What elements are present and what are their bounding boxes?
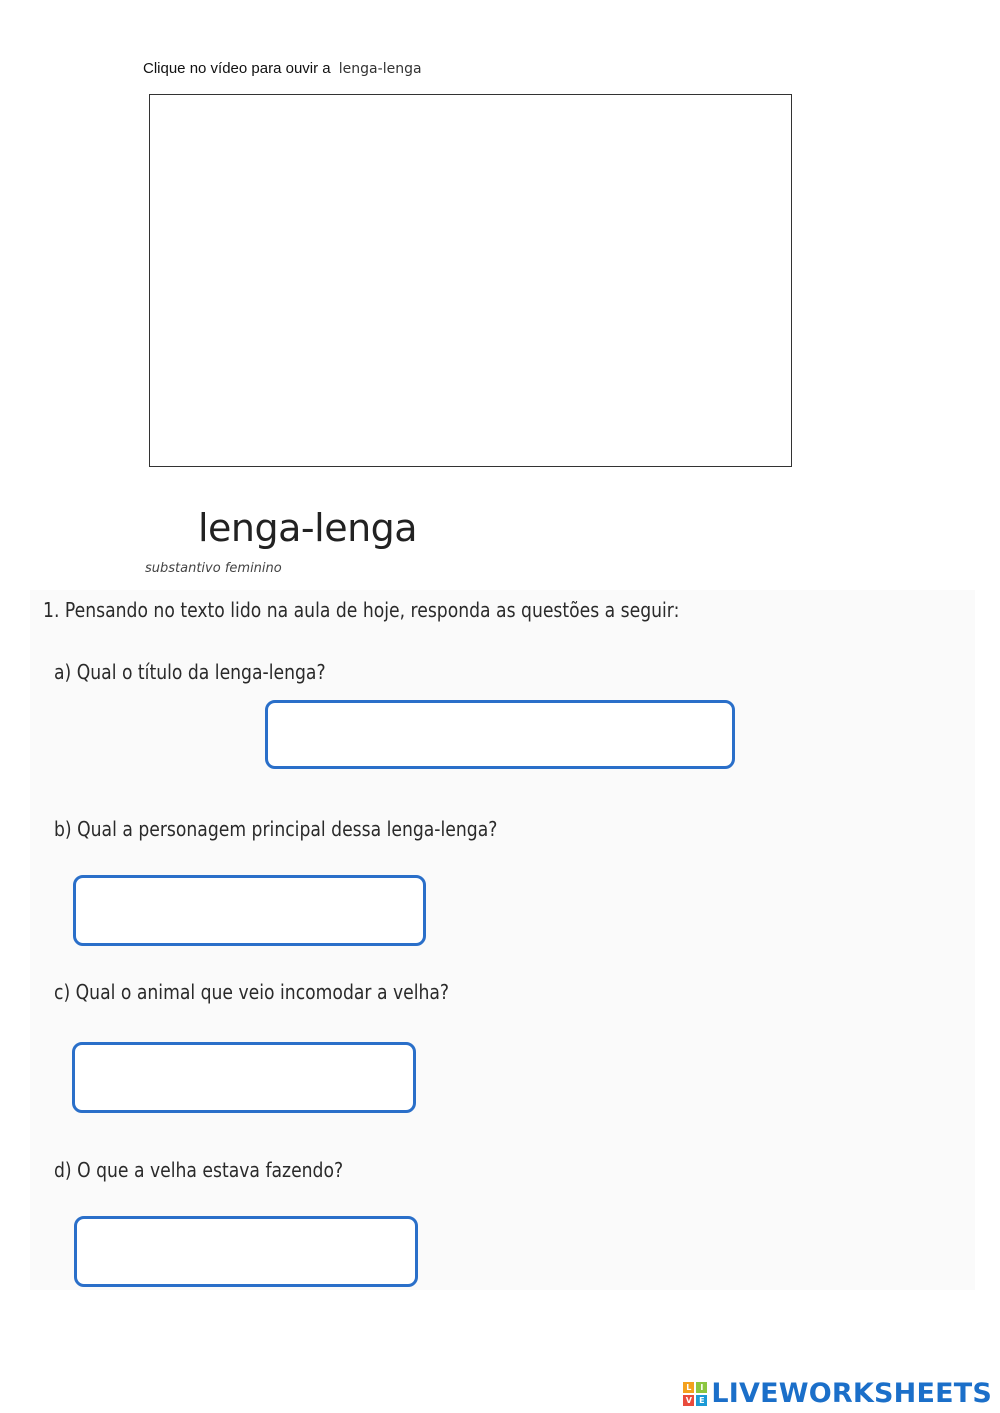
answer-field-b[interactable]: [73, 875, 426, 946]
logo-letter: I: [696, 1382, 707, 1393]
liveworksheets-logo[interactable]: [683, 1378, 992, 1409]
answer-field-c[interactable]: [72, 1042, 416, 1113]
video-instruction-word: lenga-lenga: [338, 61, 422, 77]
question-b: b) Qual a personagem principal dessa lenga-lenga?: [54, 817, 498, 841]
video-embed[interactable]: [149, 94, 792, 467]
logo-letter: L: [683, 1382, 694, 1393]
question-c: c) Qual o animal que veio incomodar a velha?: [54, 980, 450, 1004]
video-instruction: [143, 60, 422, 77]
dictionary-word: lenga-lenga: [198, 506, 418, 550]
answer-field-a[interactable]: [265, 700, 735, 769]
logo-letter: V: [683, 1395, 694, 1406]
question-1-heading: 1. Pensando no texto lido na aula de hoje, responda as questões a seguir:: [43, 598, 680, 622]
video-instruction-text: Clique no vídeo para ouvir a: [143, 60, 331, 77]
question-a: a) Qual o título da lenga-lenga?: [54, 660, 326, 684]
liveworksheets-name: LIVEWORKSHEETS: [711, 1378, 992, 1409]
answer-field-d[interactable]: [74, 1216, 418, 1287]
logo-letter: E: [696, 1395, 707, 1406]
liveworksheets-mark-icon: [683, 1382, 707, 1406]
question-d: d) O que a velha estava fazendo?: [54, 1158, 344, 1182]
dictionary-word-class: substantivo feminino: [145, 561, 282, 576]
